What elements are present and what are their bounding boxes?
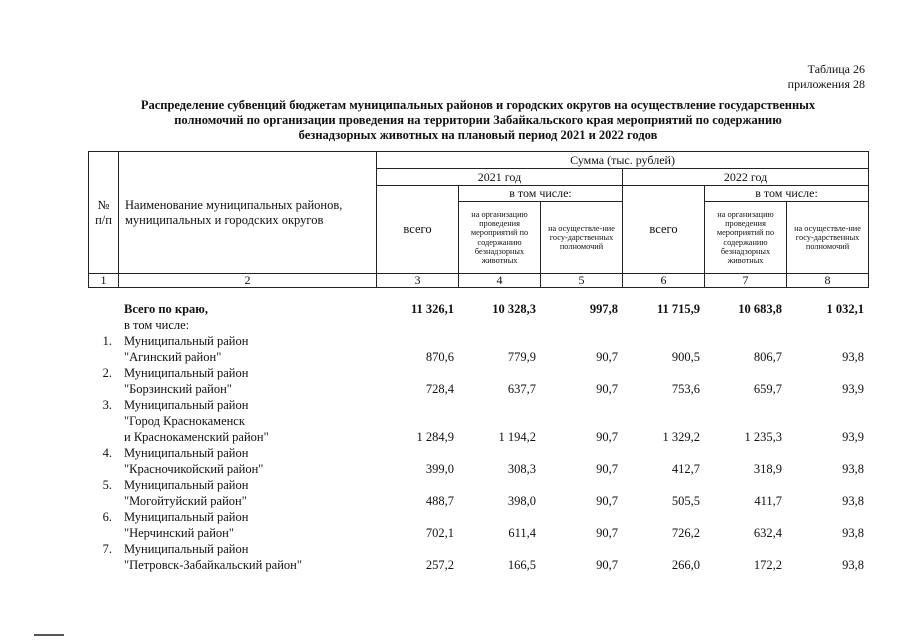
row-name (118, 445, 376, 477)
row-value: 93,8 (842, 462, 864, 476)
row-value: 1 194,2 (498, 430, 536, 444)
table-number: Таблица 26 (807, 62, 865, 76)
row-value: 753,6 (671, 382, 700, 396)
total-value: 10 683,8 (738, 302, 782, 316)
row-name-line: "Агинский район" (124, 350, 222, 364)
row-value: 90,7 (596, 526, 618, 540)
row-index (88, 397, 118, 445)
title-line: Распределение субвенций бюджетам муниципальных районов и городских округов на осуществление государственных (140, 98, 816, 112)
row-value: 488,7 (425, 494, 454, 508)
row-value: 398,0 (507, 494, 536, 508)
title-line: безнадзорных животных на плановый период 2021 и 2022 годов (298, 128, 658, 142)
subtotal-label-row (88, 317, 868, 333)
row-value: 728,4 (425, 382, 454, 396)
row-name-line: и Краснокаменский район" (124, 430, 269, 444)
row-value: 93,8 (842, 350, 864, 364)
table-row (88, 541, 868, 573)
row-name-line: Муниципальный район (124, 366, 249, 380)
document-title (88, 98, 868, 143)
row-value: 93,8 (842, 558, 864, 572)
table-header (88, 151, 869, 288)
row-value: 900,5 (671, 350, 700, 364)
row-name-line: Муниципальный район (124, 478, 249, 492)
total-value: 11 326,1 (410, 302, 454, 316)
row-value: 257,2 (425, 558, 454, 572)
row-value: 90,7 (596, 430, 618, 444)
row-value: 870,6 (425, 350, 454, 364)
header-number (89, 152, 119, 274)
row-value: 93,8 (842, 526, 864, 540)
table-reference (788, 62, 865, 92)
row-value: 702,1 (425, 526, 454, 540)
appendix-number: приложения 28 (787, 77, 865, 91)
table-row (88, 477, 868, 509)
row-value: 90,7 (596, 558, 618, 572)
column-number: 4 (459, 274, 541, 288)
column-number: 3 (377, 274, 459, 288)
total-value: 11 715,9 (656, 302, 700, 316)
total-value: 1 032,1 (826, 302, 864, 316)
header-year-2021: 2021 год (377, 169, 623, 186)
row-name-line: "Красночикойский район" (124, 462, 264, 476)
row-name (118, 333, 376, 365)
header-powers-2022: на осуществле-ние госу-дарственных полномочий (787, 202, 869, 274)
row-name (118, 509, 376, 541)
row-index-label: 4. (102, 446, 112, 460)
header-org-events-2022: на организацию проведения мероприятий по содержанию безнадзорных животных (705, 202, 787, 274)
row-value: 308,3 (507, 462, 536, 476)
row-index (88, 541, 118, 573)
row-name-line: Муниципальный район (124, 542, 249, 556)
row-name-line: Муниципальный район (124, 398, 249, 412)
header-name: Наименование муниципальных районов, муниципальных и городских округов (119, 152, 377, 274)
table-row (88, 333, 868, 365)
row-value: 411,7 (754, 494, 782, 508)
table-body (88, 301, 868, 573)
row-value: 172,2 (753, 558, 782, 572)
header-sum: Сумма (тыс. рублей) (377, 152, 869, 169)
row-name-line: "Город Краснокаменск (124, 414, 245, 428)
row-value: 266,0 (671, 558, 700, 572)
row-name-line: "Борзинский район" (124, 382, 232, 396)
row-value: 779,9 (507, 350, 536, 364)
row-name (118, 397, 376, 445)
row-value: 806,7 (753, 350, 782, 364)
row-index (88, 445, 118, 477)
row-index-label: 5. (102, 478, 112, 492)
header-powers-2021: на осуществле-ние госу-дарственных полномочий (541, 202, 623, 274)
row-value: 90,7 (596, 494, 618, 508)
row-value: 632,4 (753, 526, 782, 540)
row-value: 399,0 (425, 462, 454, 476)
total-value: 997,8 (589, 302, 618, 316)
row-value: 93,9 (842, 430, 864, 444)
row-index (88, 477, 118, 509)
row-value: 93,9 (842, 382, 864, 396)
row-value: 166,5 (507, 558, 536, 572)
row-value: 637,7 (507, 382, 536, 396)
header-total-2022: всего (623, 186, 705, 274)
row-name-line: Муниципальный район (124, 510, 249, 524)
header-year-2022: 2022 год (623, 169, 869, 186)
row-name (118, 541, 376, 573)
row-value: 726,2 (671, 526, 700, 540)
column-number: 5 (541, 274, 623, 288)
total-value: 10 328,3 (492, 302, 536, 316)
row-index-label: 7. (102, 542, 112, 556)
row-name-line: Муниципальный район (124, 334, 249, 348)
row-value: 93,8 (842, 494, 864, 508)
row-value: 412,7 (671, 462, 700, 476)
column-number: 1 (89, 274, 119, 288)
table-row (88, 397, 868, 445)
header-total-2021: всего (377, 186, 459, 274)
row-value: 611,4 (508, 526, 536, 540)
row-value: 90,7 (596, 382, 618, 396)
header-number-label: № (97, 197, 110, 212)
total-label: Всего по краю, (124, 302, 208, 316)
row-name (118, 477, 376, 509)
table-row (88, 445, 868, 477)
total-row (88, 301, 868, 317)
row-index (88, 509, 118, 541)
row-index (88, 365, 118, 397)
title-line: полномочий по организации проведения на территории Забайкальского края мероприятий по содержанию (174, 113, 782, 127)
row-value: 90,7 (596, 350, 618, 364)
table-row (88, 509, 868, 541)
row-index-label: 6. (102, 510, 112, 524)
column-number: 7 (705, 274, 787, 288)
header-org-events-2021: на организацию проведения мероприятий по содержанию безнадзорных животных (459, 202, 541, 274)
row-value: 1 235,3 (744, 430, 782, 444)
row-name-line: "Нерчинский район" (124, 526, 234, 540)
header-incl-2021: в том числе: (459, 186, 623, 202)
header-number-label: п/п (95, 212, 112, 227)
row-value: 1 284,9 (416, 430, 454, 444)
column-number: 6 (623, 274, 705, 288)
scan-mark (34, 634, 64, 636)
row-index-label: 1. (102, 334, 112, 348)
header-incl-2022: в том числе: (705, 186, 869, 202)
including-label: в том числе: (124, 318, 190, 332)
row-index-label: 3. (102, 398, 112, 412)
row-index-label: 2. (102, 366, 112, 380)
row-value: 505,5 (671, 494, 700, 508)
table-row (88, 365, 868, 397)
row-value: 1 329,2 (662, 430, 700, 444)
row-name-line: "Петровск-Забайкальский район" (124, 558, 302, 572)
column-number: 8 (787, 274, 869, 288)
column-number: 2 (119, 274, 377, 288)
row-value: 90,7 (596, 462, 618, 476)
row-name (118, 365, 376, 397)
row-name-line: "Могойтуйский район" (124, 494, 247, 508)
row-value: 659,7 (753, 382, 782, 396)
row-value: 318,9 (753, 462, 782, 476)
row-index (88, 333, 118, 365)
row-name-line: Муниципальный район (124, 446, 249, 460)
